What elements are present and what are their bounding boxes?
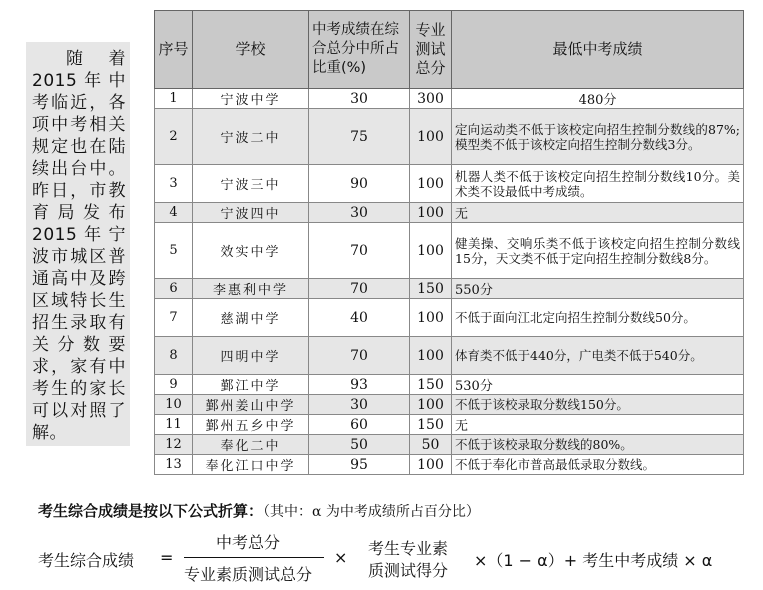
row-test-total: 100 xyxy=(410,455,452,475)
header-min-score: 最低中考成绩 xyxy=(452,11,744,89)
row-min-score: 无 xyxy=(452,415,744,435)
row-school: 李惠利中学 xyxy=(193,279,309,299)
row-ratio: 30 xyxy=(309,89,410,109)
row-no: 4 xyxy=(155,203,193,223)
formula xyxy=(38,530,758,584)
row-school: 奉化江口中学 xyxy=(193,455,309,475)
row-school: 宁波四中 xyxy=(193,203,309,223)
row-school: 鄞州五乡中学 xyxy=(193,415,309,435)
row-min-score: 不低于该校录取分数线的80%。 xyxy=(452,435,744,455)
row-no: 5 xyxy=(155,223,193,279)
table-row xyxy=(155,223,744,279)
row-test-total: 150 xyxy=(410,375,452,395)
formula-lhs: 考生综合成绩 xyxy=(38,551,135,570)
formula-mid-line2: 质测试得分 xyxy=(368,561,449,580)
row-school: 宁波二中 xyxy=(193,109,309,165)
row-ratio: 75 xyxy=(309,109,410,165)
header-school: 学校 xyxy=(193,11,309,89)
table-row xyxy=(155,109,744,165)
row-ratio: 30 xyxy=(309,203,410,223)
score-table xyxy=(154,10,744,475)
row-no: 6 xyxy=(155,279,193,299)
row-school: 效实中学 xyxy=(193,223,309,279)
row-min-score: 机器人类不低于该校定向招生控制分数线10分。美术类不设最低中考成绩。 xyxy=(452,165,744,203)
row-test-total: 100 xyxy=(410,165,452,203)
table-row xyxy=(155,299,744,337)
row-no: 1 xyxy=(155,89,193,109)
table-row xyxy=(155,435,744,455)
row-ratio: 70 xyxy=(309,223,410,279)
row-school: 宁波中学 xyxy=(193,89,309,109)
row-no: 8 xyxy=(155,337,193,375)
row-test-total: 100 xyxy=(410,337,452,375)
row-min-score: 定向运动类不低于该校定向招生控制分数线的87%;模型类不低于该校定向招生控制分数线3分。 xyxy=(452,109,744,165)
formula-fraction-bar xyxy=(184,557,324,558)
formula-denominator: 专业素质测试总分 xyxy=(184,565,313,584)
row-test-total: 150 xyxy=(410,415,452,435)
side-summary-box xyxy=(26,42,130,446)
row-ratio: 40 xyxy=(309,299,410,337)
formula-equals: = xyxy=(160,548,174,567)
row-no: 11 xyxy=(155,415,193,435)
row-no: 13 xyxy=(155,455,193,475)
formula-note xyxy=(38,500,480,521)
side-summary-text: 随着2015年中考临近，各项中考相关规定也在陆续出台中。昨日，市教育局发布2015年宁波市城区普通高中及跨区域特长生招生录取有关分数要求，家有中考生的家长可以对照了解。 xyxy=(32,49,126,443)
header-no: 序号 xyxy=(155,11,193,89)
row-ratio: 93 xyxy=(309,375,410,395)
row-no: 7 xyxy=(155,299,193,337)
table-row xyxy=(155,395,744,415)
row-no: 2 xyxy=(155,109,193,165)
row-min-score: 体育类不低于440分，广电类不低于540分。 xyxy=(452,337,744,375)
row-min-score: 不低于面向江北定向招生控制分数线50分。 xyxy=(452,299,744,337)
table-row xyxy=(155,89,744,109)
row-school: 四明中学 xyxy=(193,337,309,375)
formula-numerator: 中考总分 xyxy=(216,533,281,552)
row-test-total: 100 xyxy=(410,203,452,223)
row-min-score: 不低于该校录取分数线150分。 xyxy=(452,395,744,415)
row-school: 奉化二中 xyxy=(193,435,309,455)
row-min-score: 480分 xyxy=(452,89,744,109)
row-school: 鄞江中学 xyxy=(193,375,309,395)
row-ratio: 70 xyxy=(309,279,410,299)
row-ratio: 70 xyxy=(309,337,410,375)
row-min-score: 无 xyxy=(452,203,744,223)
row-test-total: 50 xyxy=(410,435,452,455)
formula-tail: ×（1 − α）+ 考生中考成绩 × α xyxy=(474,551,713,570)
row-school: 宁波三中 xyxy=(193,165,309,203)
formula-times: × xyxy=(334,548,348,567)
formula-note-lead: 考生综合成绩是按以下公式折算： xyxy=(38,502,264,520)
row-test-total: 300 xyxy=(410,89,452,109)
row-ratio: 95 xyxy=(309,455,410,475)
row-ratio: 60 xyxy=(309,415,410,435)
row-ratio: 90 xyxy=(309,165,410,203)
table-row xyxy=(155,279,744,299)
row-test-total: 150 xyxy=(410,279,452,299)
header-total: 专业测试总分 xyxy=(410,11,452,89)
table-row xyxy=(155,165,744,203)
row-test-total: 100 xyxy=(410,395,452,415)
row-min-score: 健美操、交响乐类不低于该校定向招生控制分数线15分，天文类不低于定向招生控制分数线8分。 xyxy=(452,223,744,279)
table-row xyxy=(155,337,744,375)
formula-mid-line1: 考生专业素 xyxy=(368,539,449,558)
row-no: 9 xyxy=(155,375,193,395)
table-row xyxy=(155,415,744,435)
row-ratio: 30 xyxy=(309,395,410,415)
row-no: 12 xyxy=(155,435,193,455)
row-test-total: 100 xyxy=(410,109,452,165)
table-row xyxy=(155,375,744,395)
row-min-score: 不低于奉化市普高最低录取分数线。 xyxy=(452,455,744,475)
table-header-row xyxy=(155,11,744,89)
row-school: 慈湖中学 xyxy=(193,299,309,337)
table-row xyxy=(155,455,744,475)
header-ratio: 中考成绩在综合总分中所占比重(%) xyxy=(309,11,410,89)
row-school: 鄞州姜山中学 xyxy=(193,395,309,415)
row-no: 3 xyxy=(155,165,193,203)
formula-note-paren: （其中：α 为中考成绩所占百分比） xyxy=(263,504,480,520)
row-test-total: 100 xyxy=(410,223,452,279)
row-min-score: 550分 xyxy=(452,279,744,299)
row-min-score: 530分 xyxy=(452,375,744,395)
row-ratio: 50 xyxy=(309,435,410,455)
row-no: 10 xyxy=(155,395,193,415)
row-test-total: 100 xyxy=(410,299,452,337)
table-row xyxy=(155,203,744,223)
